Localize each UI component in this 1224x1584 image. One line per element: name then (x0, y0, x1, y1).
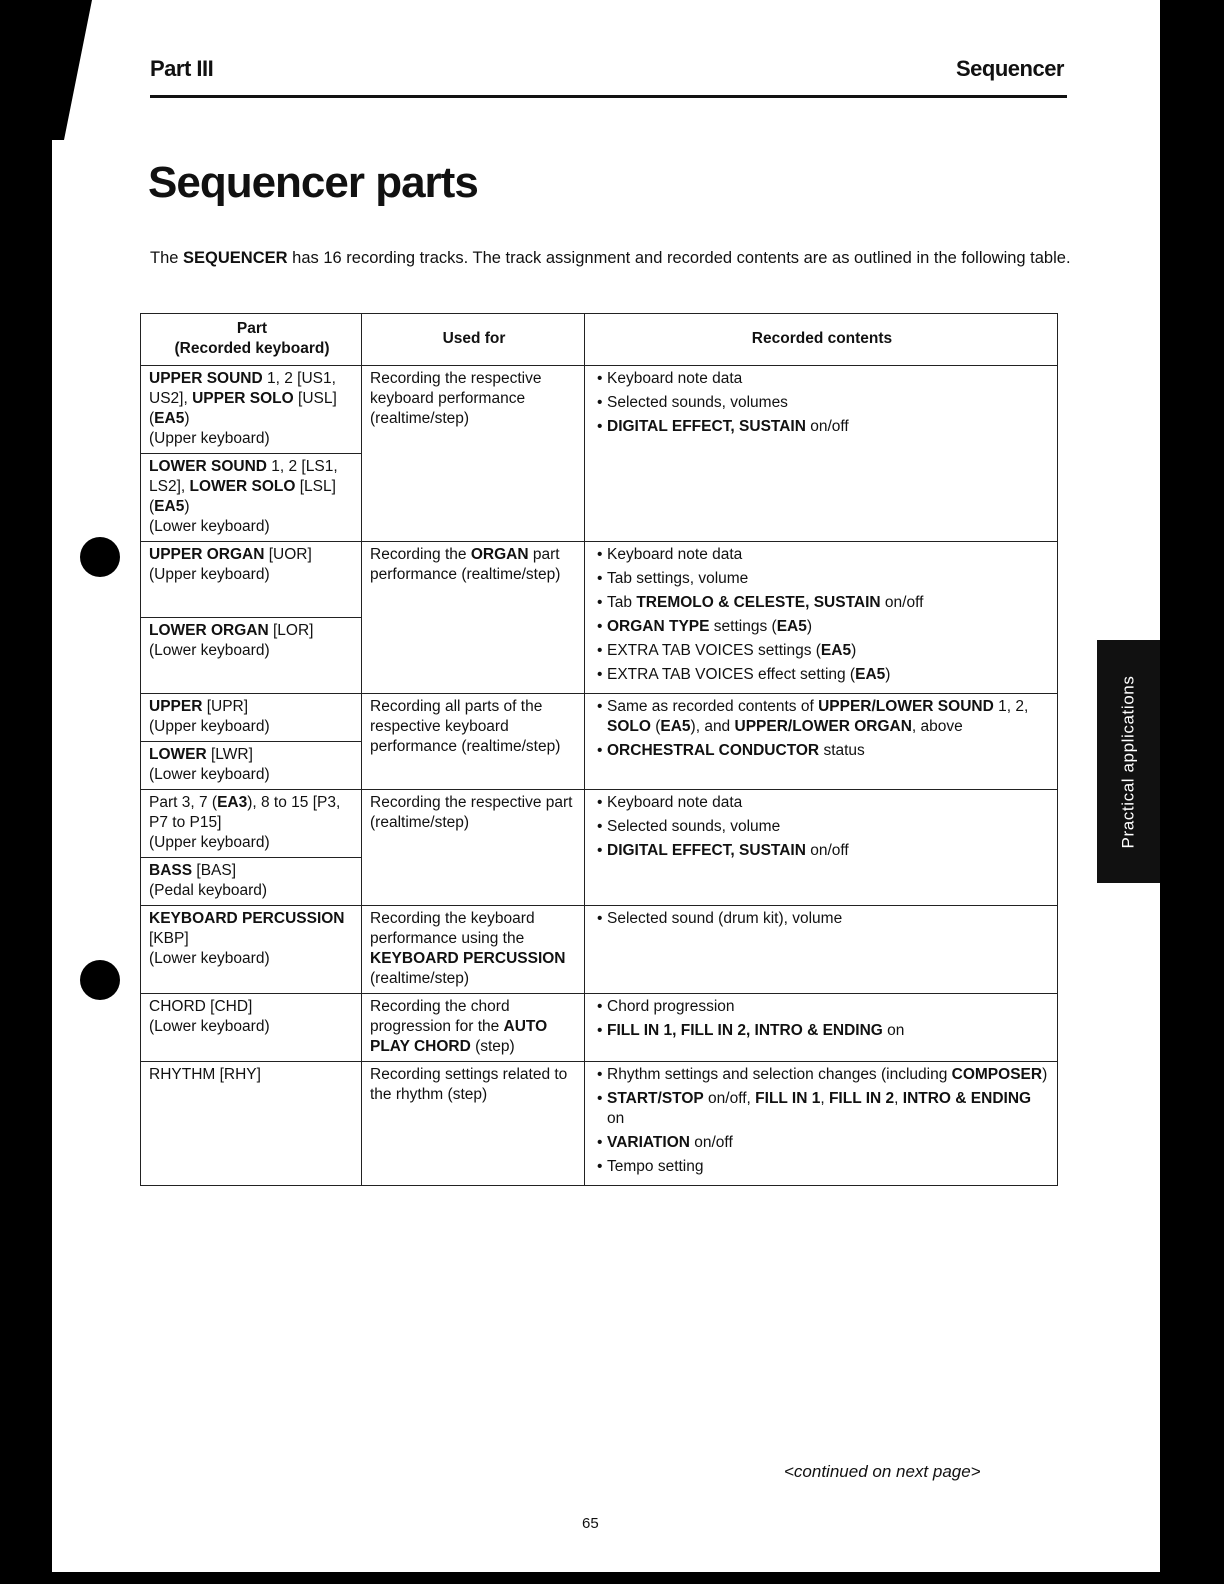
text-run: on (882, 1022, 905, 1039)
bold-text: EA3 (217, 794, 248, 811)
text-run: 1, 2 [LS1, LS2], (149, 458, 338, 495)
text-run: settings ( (709, 618, 777, 635)
text-run: The (150, 249, 184, 267)
text-run: [UOR] (264, 546, 312, 563)
used-for-cell (362, 994, 585, 1062)
column-header-used-for: Used for (362, 314, 585, 366)
text-run: on/off (880, 594, 924, 611)
text-run: ) (851, 642, 857, 659)
text-run: ) (1042, 1066, 1048, 1083)
continued-note: <continued on next page> (784, 1462, 981, 1481)
page-title: Sequencer parts (148, 158, 478, 207)
list-item (593, 641, 1051, 661)
text-run: Keyboard note data (607, 546, 743, 563)
page-number: 65 (582, 1515, 599, 1532)
table-row (141, 906, 1058, 994)
scan-border-bottom (0, 1572, 1224, 1584)
text-run: ) (184, 498, 190, 515)
table-row (141, 542, 1058, 618)
column-header-line: (Recorded keyboard) (174, 340, 330, 357)
text-run: Tab settings, volume (607, 570, 749, 587)
text-run: 1, 2, (993, 698, 1029, 715)
contents-list (593, 697, 1051, 761)
list-item (593, 997, 1051, 1017)
part-cell (141, 542, 362, 618)
recorded-contents-cell (585, 790, 1058, 906)
list-item (593, 417, 1051, 437)
binder-hole (80, 537, 120, 577)
recorded-contents-cell (585, 542, 1058, 694)
bold-text: KEYBOARD PERCUSSION (149, 910, 345, 927)
recorded-contents-cell (585, 906, 1058, 994)
text-run: Recording the respective keyboard performance (realtime/step) (370, 370, 542, 427)
text-run: (Upper keyboard) (149, 718, 270, 735)
text-run: on/off (689, 1134, 733, 1151)
recorded-contents-cell (585, 1062, 1058, 1186)
table-row (141, 790, 1058, 858)
contents-list (593, 997, 1051, 1041)
part-cell (141, 694, 362, 742)
bold-text: ORGAN (470, 546, 529, 563)
text-run: EXTRA TAB VOICES settings ( (607, 642, 821, 659)
used-for-cell (362, 542, 585, 694)
recorded-contents-cell (585, 994, 1058, 1062)
header-section: Sequencer (956, 56, 1064, 81)
header-part: Part III (150, 56, 214, 81)
table-row (141, 366, 1058, 454)
text-run: [BAS] (192, 862, 237, 879)
bold-text: LOWER SOLO (189, 478, 296, 495)
scan-border-right (1160, 0, 1224, 1584)
text-run: 1, 2 [US1, US2], (149, 370, 336, 407)
bold-text: UPPER SOUND (149, 370, 263, 387)
text-run: on/off, (703, 1090, 756, 1107)
part-cell (141, 858, 362, 906)
text-run: (Upper keyboard) (149, 566, 270, 583)
bold-text: KEYBOARD PERCUSSION (370, 950, 566, 967)
text-run: Selected sounds, volumes (607, 394, 788, 411)
table-row (141, 1062, 1058, 1186)
used-for-cell (362, 366, 585, 542)
part-cell (141, 742, 362, 790)
bold-text: EA5 (820, 642, 852, 659)
text-run: [USL] ( (149, 390, 337, 427)
contents-list (593, 793, 1051, 861)
bold-text: LOWER (149, 746, 207, 763)
recorded-contents-cell (585, 366, 1058, 542)
text-run: Keyboard note data (607, 794, 743, 811)
text-run: (realtime/step) (370, 970, 470, 987)
text-run: has 16 recording tracks. The track assignment and recorded contents are as outlined in the following table. (287, 249, 1071, 267)
part-cell (141, 618, 362, 694)
text-run: Rhythm settings and selection changes (including (607, 1066, 952, 1083)
list-item (593, 1133, 1051, 1153)
list-item (593, 665, 1051, 685)
list-item (593, 1157, 1051, 1177)
list-item (593, 909, 1051, 929)
text-run: status (819, 742, 865, 759)
text-run: Chord progression (607, 998, 735, 1015)
bold-text: AUTO PLAY CHORD (370, 1018, 548, 1055)
column-header-part (141, 314, 362, 366)
part-cell (141, 790, 362, 858)
bold-text: UPPER/LOWER SOUND (818, 698, 994, 715)
text-run: [KBP] (149, 930, 189, 947)
bold-text: TREMOLO & CELESTE, SUSTAIN (636, 594, 881, 611)
bold-text: COMPOSER (951, 1066, 1043, 1083)
part-cell (141, 454, 362, 542)
text-run: (Lower keyboard) (149, 950, 270, 967)
text-run: Tab (607, 594, 637, 611)
list-item (593, 1065, 1051, 1085)
text-run: ) (184, 410, 190, 427)
bold-text: START/STOP (607, 1090, 704, 1107)
bold-text: EA5 (154, 410, 185, 427)
text-run: [LWR] (206, 746, 253, 763)
bold-text: FILL IN 2 (828, 1090, 895, 1107)
text-run: Same as recorded contents of (607, 698, 819, 715)
bold-text: DIGITAL EFFECT, SUSTAIN (607, 418, 806, 435)
text-run: Recording the chord progression for the (370, 998, 510, 1035)
list-item (593, 841, 1051, 861)
text-run: part performance (realtime/step) (370, 546, 561, 583)
bold-text: EA5 (776, 618, 807, 635)
bold-text: ORCHESTRAL CONDUCTOR (607, 742, 820, 759)
scan-border-notch (52, 0, 92, 140)
bold-text: EA5 (855, 666, 886, 683)
part-cell (141, 906, 362, 994)
bold-text: UPPER SOLO (192, 390, 294, 407)
side-tab-label: Practical applications (1118, 675, 1138, 848)
text-run: on/off (805, 842, 849, 859)
list-item (593, 569, 1051, 589)
text-run: on/off (805, 418, 849, 435)
text-run: (Lower keyboard) (149, 642, 270, 659)
text-run: (Lower keyboard) (149, 518, 270, 535)
bold-text: UPPER/LOWER ORGAN (734, 718, 912, 735)
text-run: ( (650, 718, 661, 735)
text-run: Recording the (370, 546, 471, 563)
text-run: Recording all parts of the respective keyboard performance (realtime/step) (370, 698, 561, 755)
text-run: [UPR] (202, 698, 249, 715)
list-item (593, 393, 1051, 413)
list-item (593, 369, 1051, 389)
bold-text: LOWER SOUND (149, 458, 267, 475)
part-cell (141, 1062, 362, 1186)
part-cell (141, 994, 362, 1062)
bold-text: SEQUENCER (183, 249, 288, 267)
part-cell (141, 366, 362, 454)
binder-hole (80, 960, 120, 1000)
table-row (141, 694, 1058, 742)
contents-list (593, 545, 1051, 685)
scan-border-left (0, 0, 52, 1584)
list-item (593, 697, 1051, 737)
text-run: Tempo setting (607, 1158, 704, 1175)
list-item (593, 817, 1051, 837)
column-header-line: Part (236, 320, 268, 337)
bold-text: BASS (149, 862, 193, 879)
text-run: , above (911, 718, 963, 735)
bold-text: EA5 (154, 498, 185, 515)
used-for-cell (362, 906, 585, 994)
bold-text: FILL IN 1, FILL IN 2, INTRO & ENDING (607, 1022, 883, 1039)
bold-text: ORGAN TYPE (607, 618, 710, 635)
bold-text: EA5 (660, 718, 691, 735)
bold-text: DIGITAL EFFECT, SUSTAIN (607, 842, 806, 859)
text-run: (Upper keyboard) (149, 834, 270, 851)
sequencer-parts-table (140, 313, 1058, 1186)
column-header-recorded-contents: Recorded contents (585, 314, 1058, 366)
intro-paragraph (150, 248, 1080, 269)
text-run: [LSL] ( (149, 478, 336, 515)
text-run: ) (806, 618, 813, 635)
text-run: ), and (690, 718, 735, 735)
list-item (593, 545, 1051, 565)
text-run: (step) (470, 1038, 515, 1055)
text-run: Keyboard note data (607, 370, 743, 387)
list-item (593, 793, 1051, 813)
text-run: Recording the respective part (realtime/step) (370, 794, 573, 831)
contents-list (593, 369, 1051, 437)
used-for-cell (362, 790, 585, 906)
list-item (593, 593, 1051, 613)
bold-text: INTRO & ENDING (902, 1090, 1032, 1107)
text-run: , (894, 1090, 903, 1107)
text-run: Part 3, 7 ( (149, 794, 218, 811)
section-side-tab (1097, 640, 1160, 883)
text-run: [LOR] (268, 622, 314, 639)
contents-list (593, 1065, 1051, 1177)
list-item (593, 617, 1051, 637)
used-for-cell (362, 694, 585, 790)
text-run: CHORD [CHD] (149, 998, 253, 1015)
text-run: ) (885, 666, 891, 683)
text-run: ), 8 to 15 [P3, P7 to P15] (149, 794, 341, 831)
text-run: on (607, 1110, 625, 1127)
list-item (593, 1021, 1051, 1041)
text-run: (Upper keyboard) (149, 430, 270, 447)
text-run: (Lower keyboard) (149, 1018, 270, 1035)
text-run: Recording the keyboard performance using the (370, 910, 535, 947)
used-for-cell (362, 1062, 585, 1186)
table-header-row (141, 314, 1058, 366)
header-rule (150, 95, 1067, 98)
recorded-contents-cell (585, 694, 1058, 790)
text-run: Selected sound (drum kit), volume (607, 910, 843, 927)
bold-text: VARIATION (607, 1134, 690, 1151)
list-item (593, 741, 1051, 761)
text-run: , (820, 1090, 829, 1107)
list-item (593, 1089, 1051, 1129)
contents-list (593, 909, 1051, 929)
bold-text: FILL IN 1 (755, 1090, 821, 1107)
text-run: EXTRA TAB VOICES effect setting ( (607, 666, 856, 683)
text-run: Recording settings related to the rhythm (step) (370, 1066, 568, 1103)
bold-text: UPPER ORGAN (149, 546, 265, 563)
bold-text: UPPER (149, 698, 203, 715)
bold-text: LOWER ORGAN (149, 622, 269, 639)
text-run: RHYTHM [RHY] (149, 1066, 261, 1083)
text-run: (Lower keyboard) (149, 766, 270, 783)
text-run: Selected sounds, volume (607, 818, 781, 835)
table-row (141, 994, 1058, 1062)
bold-text: SOLO (607, 718, 651, 735)
text-run: (Pedal keyboard) (149, 882, 268, 899)
